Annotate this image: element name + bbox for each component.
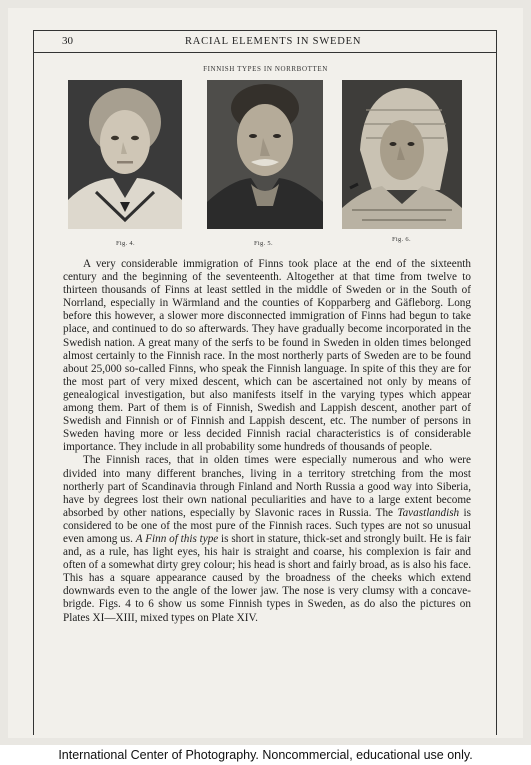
figure-label: Fig. 4. [116, 240, 135, 247]
portrait-photo-girl [68, 80, 182, 229]
watermark-notice: International Center of Photography. Noncommercial, educational use only. [0, 745, 531, 765]
text-run-italic: A Finn of this type [135, 532, 219, 545]
body-text [63, 258, 471, 625]
running-head: RACIAL ELEMENTS IN SWEDEN [185, 36, 362, 47]
plate-caption: FINNISH TYPES IN NORRBOTTEN [203, 65, 328, 73]
portrait-photo-old-man [207, 80, 323, 229]
page-number: 30 [62, 35, 73, 47]
portrait-photo-woman-headscarf [342, 80, 462, 229]
paragraph-2 [63, 454, 471, 624]
text-run: is short in stature, thick-set and strongly built. He is fair and, as a rule, has light eyes, his hair is straight and coarse, his complexion is fair and often of a somewhat dirty grey colour; his head is short and fairly broad, as is also his face. This has a square appearance caused by the broadness of the cheeks which extend downwards even to the angle of the lower jaw. The nose is very clumsy with a concave-brigde. Figs. 4 to 6 show us some Finnish types in Sweden, as do also the pictures on Plates XI—XIII, mixed types on Plate XIV. [63, 532, 472, 624]
text-run: The Finnish races, that in olden times were especially numerous and who were divided into many different branches, living in a territory stretching from the most northerly part of Scandinavia through Finland and North Russia a good way into Siberia, have by degrees lost their own national peculiarities and have to a large extent become absorbed by other nations, especially by Slavonic races in Russia. The [63, 454, 471, 519]
text-run-italic: Tavastlandish [397, 506, 460, 519]
figure-label: Fig. 6. [392, 236, 411, 243]
paragraph-1 [63, 258, 471, 454]
header-rule [33, 52, 497, 53]
figure-label: Fig. 5. [254, 240, 273, 247]
text-run: is considered to be one of the most pure of the Finnish races. Such types are not so unusual even among us. [63, 506, 471, 545]
text-run: A very considerable immigration of Finns took place at the end of the sixteenth century and the beginning of the seventeenth. Altogether at that time from twelve to thirteen thousands of Finns at least settled in the middle of Sweden or in the South of Norrland, especially in Wärmland and the counties of Kopparberg and Gäfleborg. Long before this however, a slower more disconnected immigration of Finns had begun to take place, and continued to do so afterwards. They have gradually become incorporated in the Swedish nation. A great many of the serfs to be found in Sweden in olden times belonged almost certainly to the Finnish race. In the most northerly parts of Sweden are to be found about 25,000 so-called Finns, who speak the Finnish language. In spite of this they are for the most part of very mixed descent, which can be ascertained not only by means of genealogical investigation, but also manifests itself in the varying types which appear among them. Part of them is of Finnish, Swedish and Lappish descent, another part of Swedish and Finnish or of Finnish and Lappish descent, etc. The number of persons in Sweden having more or less decided Finnish racial characteristics is of considerable importance. They include in all probability some hundreds of thousands of people. [63, 258, 471, 454]
